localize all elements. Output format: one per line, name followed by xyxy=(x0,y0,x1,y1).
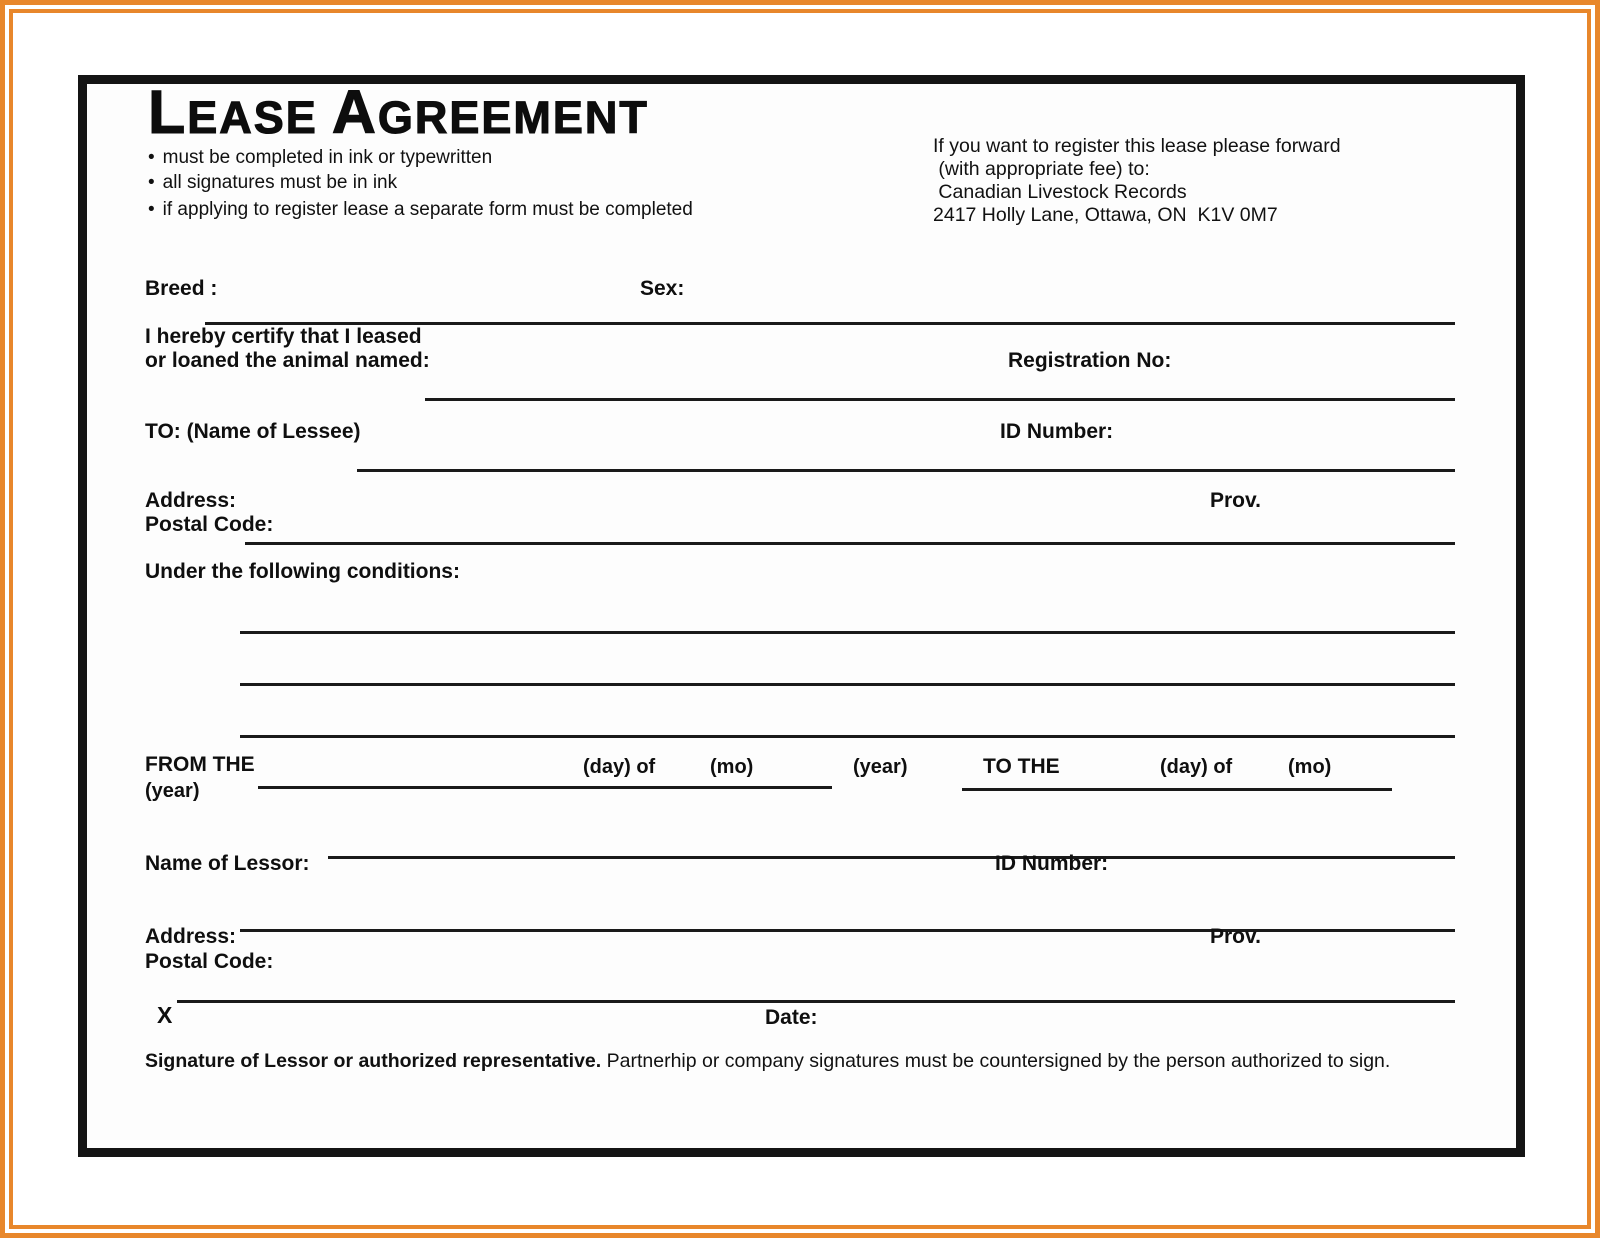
lessor-address-label: Address: xyxy=(145,925,237,948)
from-day-of-label: (day) of xyxy=(583,756,656,778)
to-date-input-line[interactable] xyxy=(962,788,1392,791)
lessee-postal-code-input-line[interactable] xyxy=(245,542,1455,545)
to-day-of-label: (day) of xyxy=(1160,756,1233,778)
sex-label: Sex: xyxy=(640,277,685,300)
instruction-bullet-3 xyxy=(148,198,693,221)
signature-note-regular: Partnerhip or company signatures must be countersigned by the person authorized to sign. xyxy=(601,1050,1391,1072)
registration-notice-line-4: 2417 Holly Lane, Ottawa, ON K1V 0M7 xyxy=(933,204,1278,226)
instruction-text: if applying to register lease a separate form must be completed xyxy=(162,199,693,220)
instruction-bullet-1 xyxy=(148,146,492,169)
conditions-input-line-1[interactable] xyxy=(240,631,1455,634)
to-lessee-label: TO: (Name of Lessee) xyxy=(145,420,361,443)
breed-label: Breed : xyxy=(145,277,218,300)
lessor-address-input-line[interactable] xyxy=(240,929,1455,932)
signature-note xyxy=(145,1049,1475,1073)
from-the-label: FROM THE xyxy=(145,753,255,776)
registration-notice-line-3: Canadian Livestock Records xyxy=(933,181,1187,203)
lessee-prov-label: Prov. xyxy=(1210,489,1261,512)
from-mo-label: (mo) xyxy=(710,756,754,778)
registration-notice-line-1: If you want to register this lease please forward xyxy=(933,135,1341,157)
lessee-address-label: Address: xyxy=(145,489,237,512)
conditions-input-line-3[interactable] xyxy=(240,735,1455,738)
bullet-icon: • xyxy=(148,199,155,220)
lessee-postal-code-label: Postal Code: xyxy=(145,513,274,536)
title-agreement-initial: A xyxy=(331,78,378,146)
signature-note-bold: Signature of Lessor or authorized representative. xyxy=(145,1050,602,1072)
from-year-wrap-label: (year) xyxy=(145,780,200,802)
instruction-text: must be completed in ink or typewritten xyxy=(162,147,493,168)
from-year-label: (year) xyxy=(853,756,908,778)
instruction-bullet-2 xyxy=(148,171,397,194)
lessor-name-id-input-line[interactable] xyxy=(328,856,1455,859)
from-date-input-line[interactable] xyxy=(258,786,832,789)
certify-line-1: I hereby certify that I leased xyxy=(145,325,422,348)
name-of-lessor-label: Name of Lessor: xyxy=(145,852,310,875)
date-label: Date: xyxy=(765,1006,818,1029)
conditions-label: Under the following conditions: xyxy=(145,560,460,583)
registration-notice-line-2: (with appropriate fee) to: xyxy=(933,158,1150,180)
certify-line-2: or loaned the animal named: xyxy=(145,349,430,372)
lessor-prov-label: Prov. xyxy=(1210,925,1261,948)
title-lease-initial: L xyxy=(148,78,188,146)
lease-agreement-sheet xyxy=(78,75,1525,1157)
bullet-icon: • xyxy=(148,172,155,193)
x-signature-mark: X xyxy=(157,1002,173,1028)
title-agreement-rest: GREEMENT xyxy=(377,92,649,143)
registration-no-label: Registration No: xyxy=(1008,349,1172,372)
lessee-id-number-label: ID Number: xyxy=(1000,420,1114,443)
instruction-text: all signatures must be in ink xyxy=(162,172,398,193)
lessee-name-id-input-line[interactable] xyxy=(357,469,1455,472)
title-lease-rest: EASE xyxy=(187,92,318,143)
conditions-input-line-2[interactable] xyxy=(240,683,1455,686)
page-title xyxy=(148,78,649,146)
to-the-label: TO THE xyxy=(983,755,1060,778)
bullet-icon: • xyxy=(148,147,155,168)
to-mo-label: (mo) xyxy=(1288,756,1332,778)
lessor-postal-code-label: Postal Code: xyxy=(145,950,274,973)
animal-name-registration-input-line[interactable] xyxy=(425,398,1455,401)
signature-input-line[interactable] xyxy=(177,1000,1455,1003)
lessor-id-number-label: ID Number: xyxy=(995,852,1109,875)
